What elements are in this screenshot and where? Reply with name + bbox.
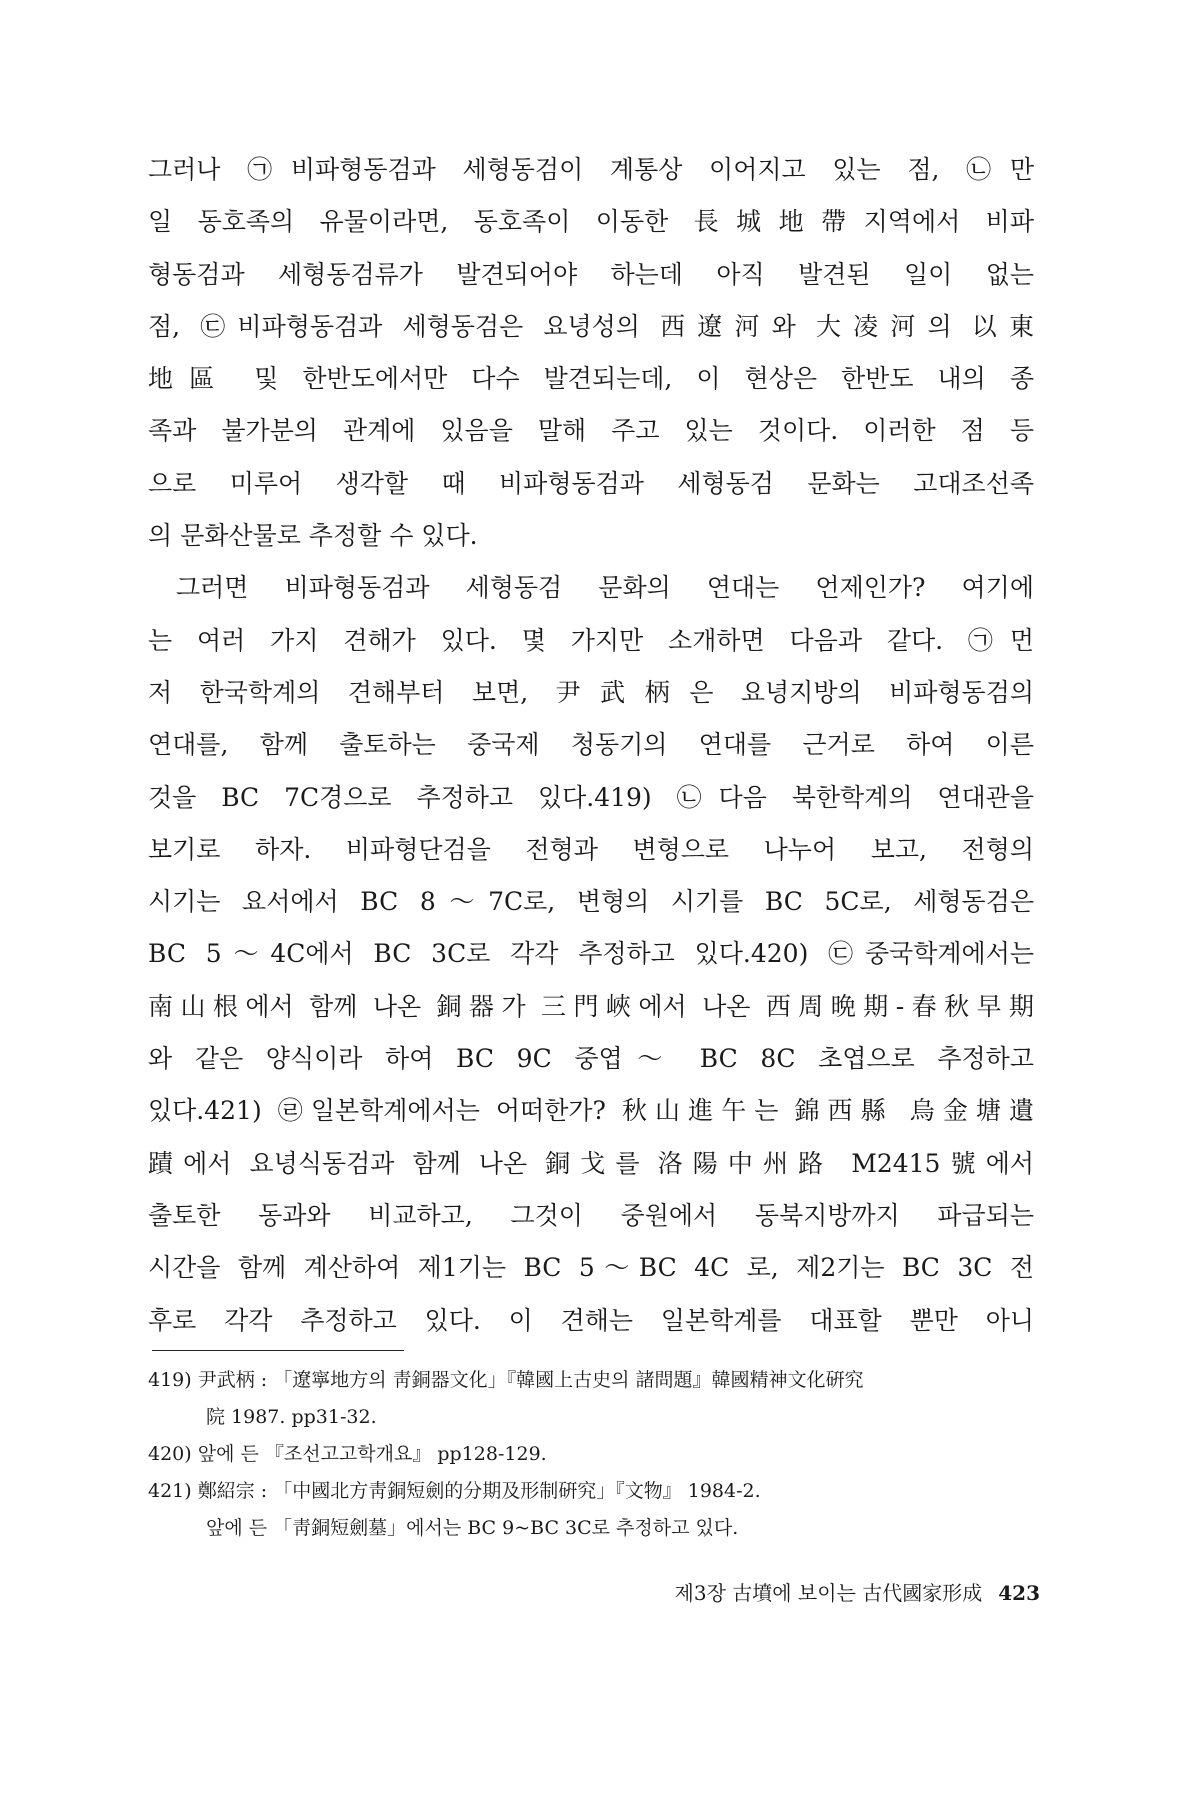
text-line: 후로 각각 추정하고 있다. 이 견해는 일본학계를 대표할 뿐만 아니 [148,1305,1034,1335]
text-line: 으로 미루어 생각할 때 비파형동검과 세형동검 문화는 고대조선족 [148,468,1034,498]
text-line: 는 여러 가지 견해가 있다. 몇 가지만 소개하면 다음과 같다. ㉠먼 [148,625,1034,655]
text-line: 시기는 요서에서 BC 8～7C로, 변형의 시기를 BC 5C로, 세형동검은 [148,887,1034,917]
text-line: 점, ㉢비파형동검과 세형동검은 요녕성의 西遼河와 大凌河의 以東 [148,311,1034,341]
text-line: 그러나 ㉠비파형동검과 세형동검이 계통상 이어지고 있는 점, ㉡만 [148,155,1034,184]
text-line: 시간을 함께 계산하여 제1기는 BC 5～BC 4C 로, 제2기는 BC 3C 전 [148,1253,1034,1283]
footnote-419: 419) 尹武柄 : 「遼寧地方의 靑銅器文化」『韓國上古史의 諸問題』韓國精神文化硏究 [148,1369,864,1391]
text-line: 일 동호족의 유물이라면, 동호족이 이동한 長城地帶지역에서 비파 [148,207,1034,237]
text-line: 와 같은 양식이라 하여 BC 9C 중엽～ BC 8C 초엽으로 추정하고 [148,1044,1034,1074]
footnote-419-continued: 院 1987. pp31-32. [206,1406,377,1428]
page-number: 423 [998,1581,1040,1605]
text-line: 南山根에서 함께 나온 銅器가 三門峽에서 나온 西周晩期-春秋早期 [148,991,1034,1021]
running-footer [590,1578,1040,1608]
text-line: 출토한 동과와 비교하고, 그것이 중원에서 동북지방까지 파급되는 [148,1200,1034,1230]
text-line: 그러면 비파형동검과 세형동검 문화의 연대는 언제인가? 여기에 [176,573,1034,603]
text-line: 있다.421) ㉣일본학계에서는 어떠한가? 秋山進午는 錦西縣 烏金塘遺 [148,1096,1034,1126]
footnote-divider [152,1350,404,1351]
text-line: 蹟에서 요녕식동검과 함께 나온 銅戈를 洛陽中州路 M2415號에서 [148,1148,1034,1178]
text-line: 의 문화산물로 추정할 수 있다. [148,521,478,551]
footnote-421-continued: 앞에 든 「靑銅短劍墓」에서는 BC 9~BC 3C로 추정하고 있다. [206,1517,739,1539]
footnote-421: 421) 鄭紹宗 : 「中國北方靑銅短劍的分期及形制硏究」『文物』 1984-2. [148,1480,761,1502]
text-line: 형동검과 세형동검류가 발견되어야 하는데 아직 발견된 일이 없는 [148,259,1034,289]
text-line: 것을 BC 7C경으로 추정하고 있다.419) ㉡다음 북한학계의 연대관을 [148,782,1034,812]
body-text [148,144,1034,1347]
text-line: 보기로 하자. 비파형단검을 전형과 변형으로 나누어 보고, 전형의 [148,834,1034,864]
footnote-420: 420) 앞에 든 『조선고고학개요』 pp128-129. [148,1443,547,1465]
text-line: 地區 및 한반도에서만 다수 발견되는데, 이 현상은 한반도 내의 종 [148,364,1034,394]
footnotes [148,1362,1048,1547]
text-line: 저 한국학계의 견해부터 보면, 尹武柄은 요녕지방의 비파형동검의 [148,677,1034,707]
running-title: 제3장 古墳에 보이는 古代國家形成 [674,1581,983,1605]
text-line: 족과 불가분의 관계에 있음을 말해 주고 있는 것이다. 이러한 점 등 [148,416,1034,446]
text-line: BC 5～4C에서 BC 3C로 각각 추정하고 있다.420) ㉢중국학계에서는 [148,939,1034,969]
text-line: 연대를, 함께 출토하는 중국제 청동기의 연대를 근거로 하여 이른 [148,730,1034,760]
